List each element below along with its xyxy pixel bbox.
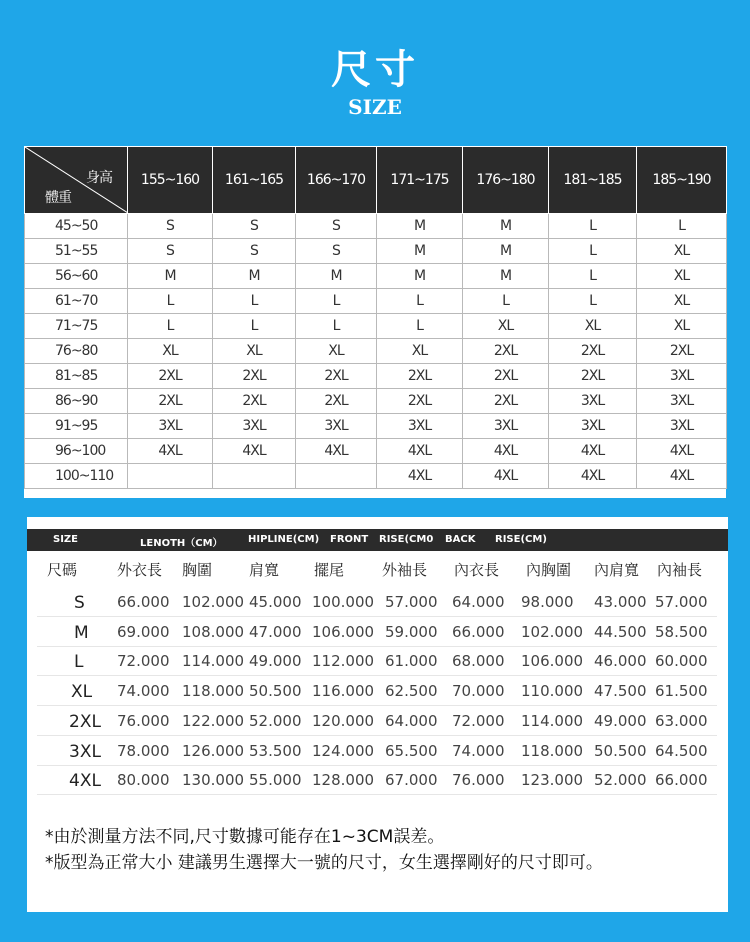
size-cell: 2XL: [637, 339, 727, 364]
measurement-value: 65.500: [385, 741, 438, 760]
table-row: [25, 464, 727, 489]
measurement-value: 69.000: [117, 622, 170, 641]
table-row: [25, 364, 727, 389]
measurement-value: 64.000: [452, 593, 505, 611]
measurement-value: 64.500: [655, 741, 708, 760]
size-cell: [296, 464, 377, 489]
measurement-value: 98.000: [521, 593, 574, 611]
header-label: LENOTH（CM）: [140, 538, 223, 549]
size-cell: S: [128, 239, 213, 264]
size-cell: L: [296, 289, 377, 314]
size-cell: 4XL: [637, 439, 727, 464]
height-label: 身高: [86, 170, 112, 186]
column-label: 外衣長: [117, 561, 163, 579]
measurement-value: 122.000: [182, 711, 245, 730]
table-row: [27, 617, 728, 647]
weight-cell: 100~110: [25, 464, 128, 489]
weight-cell: 51~55: [25, 239, 128, 264]
measurement-value: 128.000: [312, 771, 375, 790]
measurement-value: 106.000: [312, 622, 375, 641]
header-label: FRONT: [330, 534, 369, 545]
column-label: 尺碼: [47, 561, 78, 579]
size-cell: L: [637, 214, 727, 239]
measurement-value: 74.000: [117, 682, 170, 701]
size-cell: XL: [637, 314, 727, 339]
column-label: 胸圍: [182, 561, 213, 579]
size-cell: 3XL: [549, 389, 637, 414]
measurement-value: 57.000: [655, 593, 708, 611]
size-label: 4XL: [69, 771, 101, 792]
size-cell: L: [549, 239, 637, 264]
size-cell: S: [296, 214, 377, 239]
weight-cell: 81~85: [25, 364, 128, 389]
measurement-value: 53.500: [249, 741, 302, 760]
table-row: [25, 264, 727, 289]
size-cell: L: [128, 314, 213, 339]
size-label: XL: [71, 682, 93, 703]
measurement-value: 68.000: [452, 652, 505, 671]
measurement-value: 63.000: [655, 711, 708, 730]
size-cell: M: [463, 264, 549, 289]
table-row: [25, 439, 727, 464]
measurement-value: 106.000: [521, 652, 584, 671]
size-cell: 4XL: [549, 464, 637, 489]
size-cell: 4XL: [128, 439, 213, 464]
table-row: [27, 676, 728, 706]
measurement-value: 74.000: [452, 741, 505, 760]
measurement-value: 124.000: [312, 741, 375, 760]
measurement-value: 112.000: [312, 652, 375, 671]
size-cell: 4XL: [377, 464, 463, 489]
measurement-value: 123.000: [521, 771, 584, 790]
size-cell: S: [128, 214, 213, 239]
size-cell: 4XL: [213, 439, 296, 464]
column-label: 內肩寬: [594, 561, 640, 579]
weight-cell: 71~75: [25, 314, 128, 339]
measurement-value: 45.000: [249, 593, 302, 611]
size-cell: [213, 464, 296, 489]
size-cell: 4XL: [296, 439, 377, 464]
size-cell: XL: [463, 314, 549, 339]
size-cell: 3XL: [213, 414, 296, 439]
size-cell: 3XL: [549, 414, 637, 439]
table-row: [25, 214, 727, 239]
measurement-value: 76.000: [452, 771, 505, 790]
measurement-value: 60.000: [655, 652, 708, 671]
size-cell: L: [296, 314, 377, 339]
size-cell: 4XL: [549, 439, 637, 464]
weight-cell: 86~90: [25, 389, 128, 414]
measurement-value: 118.000: [182, 682, 245, 701]
size-cell: S: [296, 239, 377, 264]
size-cell: 2XL: [128, 364, 213, 389]
size-cell: XL: [637, 264, 727, 289]
page-title: 尺寸: [331, 47, 419, 93]
header-label: BACK: [445, 534, 476, 545]
weight-cell: 45~50: [25, 214, 128, 239]
column-label: 肩寬: [249, 561, 280, 579]
size-cell: L: [377, 314, 463, 339]
measurement-value: 80.000: [117, 771, 170, 790]
weight-cell: 56~60: [25, 264, 128, 289]
measurement-column-labels: [27, 555, 728, 581]
table-row: [27, 646, 728, 676]
size-cell: M: [377, 214, 463, 239]
column-label: 內袖長: [657, 561, 703, 579]
measurement-value: 66.000: [452, 622, 505, 641]
size-cell: 2XL: [463, 364, 549, 389]
measurement-value: 116.000: [312, 682, 375, 701]
size-cell: L: [549, 214, 637, 239]
table-row: [25, 339, 727, 364]
page-header: [0, 0, 750, 140]
size-cell: 4XL: [377, 439, 463, 464]
measurement-value: 49.000: [249, 652, 302, 671]
size-cell: XL: [637, 289, 727, 314]
size-cell: XL: [296, 339, 377, 364]
measurement-value: 130.000: [182, 771, 245, 790]
height-header-cell: 176~180: [463, 147, 549, 214]
header-label: HIPLINE(CM): [248, 534, 320, 545]
measurement-value: 67.000: [385, 771, 438, 790]
size-cell: 3XL: [377, 414, 463, 439]
diagonal-divider: [25, 147, 128, 213]
size-cell: L: [128, 289, 213, 314]
size-cell: S: [213, 214, 296, 239]
size-label: S: [74, 593, 85, 613]
column-label: 擺尾: [314, 561, 345, 579]
size-cell: L: [549, 289, 637, 314]
table-row: [25, 239, 727, 264]
size-cell: 3XL: [463, 414, 549, 439]
measurement-value: 72.000: [117, 652, 170, 671]
size-cell: 4XL: [463, 464, 549, 489]
measurement-value: 100.000: [312, 593, 375, 611]
size-cell: S: [213, 239, 296, 264]
measurement-value: 78.000: [117, 741, 170, 760]
measurement-header-bar: [27, 529, 728, 551]
size-cell: 4XL: [637, 464, 727, 489]
size-cell: 2XL: [463, 389, 549, 414]
measurement-value: 44.500: [594, 622, 647, 641]
size-cell: M: [213, 264, 296, 289]
header-label: RISE(CM): [495, 534, 547, 545]
size-label: L: [74, 652, 84, 673]
size-cell: 2XL: [377, 364, 463, 389]
size-cell: 2XL: [213, 364, 296, 389]
size-cell: 2XL: [296, 364, 377, 389]
size-cell: L: [377, 289, 463, 314]
table-row: [27, 765, 728, 795]
measurement-value: 46.000: [594, 652, 647, 671]
size-recommendation-table: [24, 146, 726, 498]
height-header-cell: 185~190: [637, 147, 727, 214]
measurement-value: 76.000: [117, 711, 170, 730]
measurement-value: 66.000: [117, 593, 170, 611]
row-divider: [37, 794, 717, 795]
size-cell: XL: [213, 339, 296, 364]
size-cell: M: [128, 264, 213, 289]
size-cell: 2XL: [128, 389, 213, 414]
size-cell: L: [549, 264, 637, 289]
size-cell: 2XL: [377, 389, 463, 414]
size-cell: 2XL: [549, 339, 637, 364]
header-label: RISE(CM0: [379, 534, 434, 545]
weight-cell: 61~70: [25, 289, 128, 314]
table-row: [25, 289, 727, 314]
page-subtitle: SIZE: [348, 95, 402, 119]
measurement-value: 43.000: [594, 593, 647, 611]
measurement-value: 64.000: [385, 711, 438, 730]
size-cell: 2XL: [549, 364, 637, 389]
size-cell: M: [296, 264, 377, 289]
measurement-value: 72.000: [452, 711, 505, 730]
measurement-value: 114.000: [521, 711, 584, 730]
size-label: 3XL: [69, 741, 101, 762]
measurement-value: 114.000: [182, 652, 245, 671]
column-label: 外袖長: [382, 561, 428, 579]
size-cell: 2XL: [213, 389, 296, 414]
measurement-value: 110.000: [521, 682, 584, 701]
measurement-value: 118.000: [521, 741, 584, 760]
measurement-value: 52.000: [594, 771, 647, 790]
size-cell: XL: [128, 339, 213, 364]
size-cell: L: [213, 314, 296, 339]
corner-header-cell: [25, 147, 128, 214]
size-cell: M: [463, 239, 549, 264]
weight-label: 體重: [45, 190, 71, 206]
measurement-value: 50.500: [249, 682, 302, 701]
measurement-value: 50.500: [594, 741, 647, 760]
column-label: 內胸圍: [526, 561, 572, 579]
measurement-value: 55.000: [249, 771, 302, 790]
size-cell: 3XL: [128, 414, 213, 439]
measurement-value: 58.500: [655, 622, 708, 641]
size-cell: [128, 464, 213, 489]
height-header-cell: 171~175: [377, 147, 463, 214]
size-cell: M: [463, 214, 549, 239]
size-cell: 3XL: [637, 364, 727, 389]
size-cell: XL: [549, 314, 637, 339]
measurement-value: 120.000: [312, 711, 375, 730]
note-line: *由於測量方法不同,尺寸數據可能存在1~3CM誤差。: [45, 827, 445, 847]
measurement-value: 102.000: [182, 593, 245, 611]
measurement-value: 49.000: [594, 711, 647, 730]
height-header-cell: 155~160: [128, 147, 213, 214]
measurement-value: 47.500: [594, 682, 647, 701]
weight-cell: 91~95: [25, 414, 128, 439]
notes: [45, 824, 603, 876]
table-row: [27, 587, 728, 617]
weight-cell: 96~100: [25, 439, 128, 464]
size-cell: L: [213, 289, 296, 314]
size-cell: 4XL: [463, 439, 549, 464]
table-row: [25, 414, 727, 439]
table-row: [27, 736, 728, 766]
size-label: M: [74, 622, 89, 643]
measurement-value: 66.000: [655, 771, 708, 790]
height-header-cell: 181~185: [549, 147, 637, 214]
measurement-value: 61.500: [655, 682, 708, 701]
size-cell: L: [463, 289, 549, 314]
height-header-cell: 161~165: [213, 147, 296, 214]
size-cell: 2XL: [463, 339, 549, 364]
header-label: SIZE: [53, 534, 79, 545]
measurement-value: 108.000: [182, 622, 245, 641]
measurement-value: 57.000: [385, 593, 438, 611]
measurement-value: 52.000: [249, 711, 302, 730]
column-label: 內衣長: [454, 561, 500, 579]
size-label: 2XL: [69, 711, 101, 732]
height-header-cell: 166~170: [296, 147, 377, 214]
size-cell: 2XL: [296, 389, 377, 414]
size-cell: XL: [637, 239, 727, 264]
table-row: [25, 389, 727, 414]
measurement-value: 70.000: [452, 682, 505, 701]
measurement-table: [27, 517, 728, 912]
measurement-value: 102.000: [521, 622, 584, 641]
measurement-value: 61.000: [385, 652, 438, 671]
size-cell: M: [377, 239, 463, 264]
table-row: [27, 706, 728, 736]
size-cell: 3XL: [296, 414, 377, 439]
size-cell: 3XL: [637, 389, 727, 414]
size-cell: M: [377, 264, 463, 289]
measurement-value: 62.500: [385, 682, 438, 701]
weight-cell: 76~80: [25, 339, 128, 364]
note-line: *版型為正常大小 建議男生選擇大一號的尺寸，女生選擇剛好的尺寸即可。: [45, 853, 603, 873]
measurement-value: 59.000: [385, 622, 438, 641]
size-cell: XL: [377, 339, 463, 364]
size-cell: 3XL: [637, 414, 727, 439]
table-row: [25, 314, 727, 339]
measurement-value: 126.000: [182, 741, 245, 760]
measurement-value: 47.000: [249, 622, 302, 641]
